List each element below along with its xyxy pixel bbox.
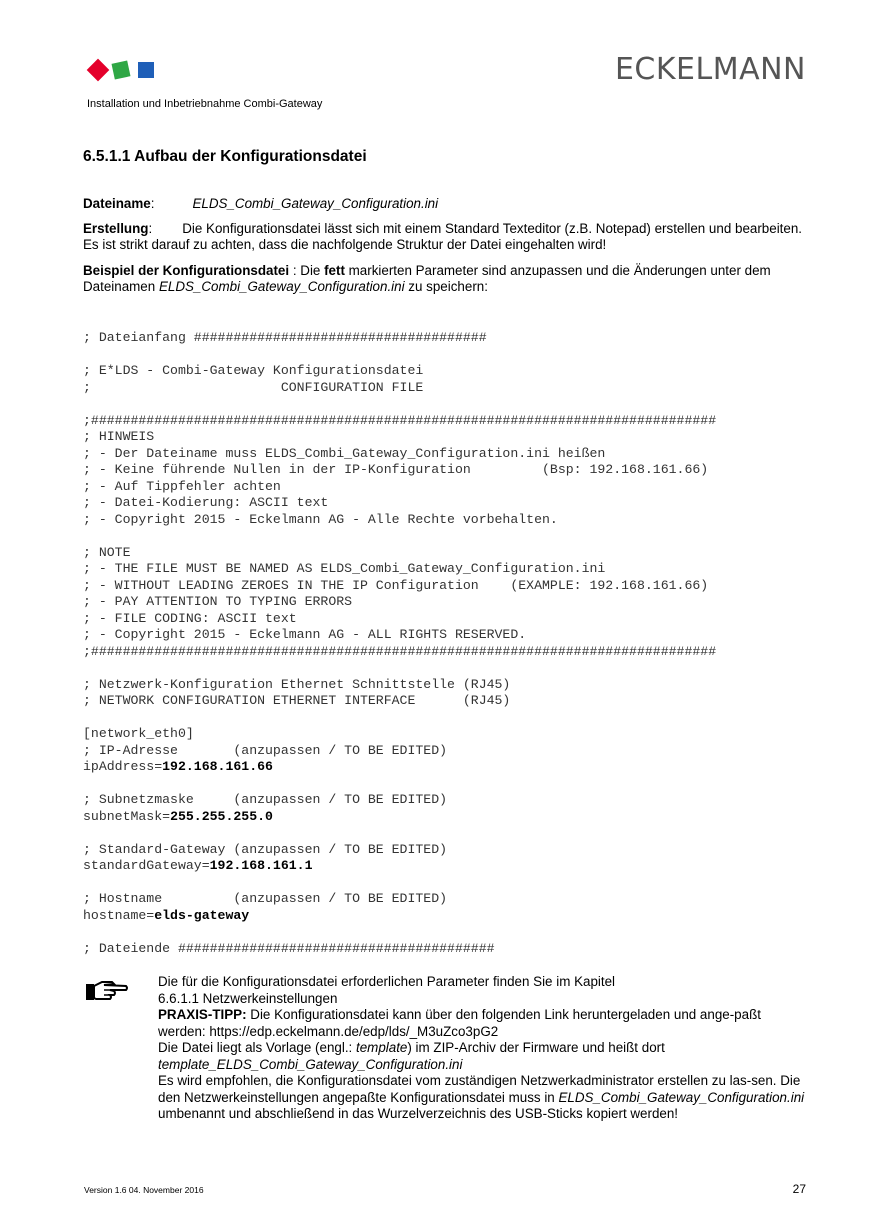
beispiel-paragraph — [83, 263, 803, 295]
beispiel-text-1: : Die — [289, 263, 325, 278]
logo-blue-square — [138, 62, 154, 78]
vorlage-text-2: ) im ZIP-Archiv der Firmware und heißt dort — [407, 1040, 665, 1055]
template-filename-text: template_ELDS_Combi_Gateway_Configuration.ini — [158, 1056, 463, 1072]
company-logo — [88, 60, 158, 82]
empfehlung-text-1: Es wird empfohlen, die Konfigurationsdatei vom zuständigen Netzwerkadministrator erstellen zu las-sen. Die den Netzwerkeinstellungen angepaßte Konfigurationsdatei muss in — [158, 1073, 801, 1105]
gateway-key: standardGateway= — [83, 858, 210, 873]
code-end-line: ; Dateiende ######################################## — [83, 940, 495, 956]
footer-version: Version 1.6 04. November 2016 — [84, 1185, 204, 1195]
dateiname-label: Dateiname — [83, 196, 151, 211]
dateiname-value: ELDS_Combi_Gateway_Configuration.ini — [192, 196, 439, 211]
logo-green-square — [112, 61, 131, 80]
praxis-tipp-text: Die Konfigurationsdatei kann über den folgenden Link heruntergeladen und ange-paßt werden: https://edp.eckelmann.de/edp/lds/_M3uZco3pG2 — [158, 1007, 761, 1039]
note-line-2: 6.6.1.1 Netzwerkeinstellungen — [158, 990, 338, 1006]
empfehlung-filename: ELDS_Combi_Gateway_Configuration.ini — [558, 1089, 805, 1105]
ip-address-key: ipAddress= — [83, 759, 163, 774]
hostname-value: elds-gateway — [154, 907, 250, 923]
beispiel-fett: fett — [324, 263, 345, 278]
page-number: 27 — [792, 1182, 806, 1196]
template-filename — [158, 1057, 808, 1074]
empfehlung-text-2: umbenannt und abschließend in das Wurzelverzeichnis des USB-Sticks kopiert werden! — [158, 1106, 679, 1121]
config-file-listing — [83, 330, 716, 957]
beispiel-label: Beispiel der Konfigurationsdatei — [83, 263, 290, 278]
ip-address-value: 192.168.161.66 — [162, 759, 273, 774]
hostname-key: hostname= — [83, 907, 155, 923]
code-header-block: ; Dateianfang ##################################### ; E*LDS - Combi-Gateway Konfigurationsdatei ; CONFIGURATION FILE ;############################################################################### ; HINWEIS ; - Der Dateiname muss ELDS_Combi_Gateway_Configuration.ini heißen ; - Keine führende Nullen in der IP-Konfiguration (Bsp: 192.168.161.66) ; - Auf Tippfehler achten ; - Datei-Kodierung: ASCII text ; - Copyright 2015 - Eckelmann AG - Alle Rechte vorbehalten. ; NOTE ; - THE FILE MUST BE NAMED AS ELDS_Combi_Gateway_Configuration.ini ; - WITHOUT LEADING ZEROES IN THE IP Configuration (EXAMPLE: 192.168.161.66) ; - PAY ATTENTION TO TYPING ERRORS ; - FILE CODING: ASCII text ; - Copyright 2015 - Eckelmann AG - ALL RIGHTS RESERVED. ;############################################################################### ; Netzwerk-Konfiguration Ethernet Schnittstelle (RJ45) ; NETWORK CONFIGURATION ETHERNET INTERFACE (RJ45) [network_eth0] ; IP-Adresse (anzupassen / TO BE EDITED) — [83, 330, 717, 758]
beispiel-filename: ELDS_Combi_Gateway_Configuration.ini — [158, 279, 405, 294]
vorlage-template-word: template — [356, 1040, 408, 1055]
section-title: 6.5.1.1 Aufbau der Konfigurationsdatei — [83, 148, 367, 165]
erstellung-label: Erstellung — [83, 221, 149, 236]
beispiel-text-3: zu speichern: — [404, 279, 488, 294]
gateway-comment: ; Standard-Gateway (anzupassen / TO BE EDITED) — [83, 841, 448, 857]
document-subtitle: Installation und Inbetriebnahme Combi-Gateway — [87, 98, 323, 110]
erstellung-paragraph: Erstellung: Die Konfigurationsdatei lässt sich mit einem Standard Texteditor (z.B. Notepad) erstellen und bearbeiten. Es ist strikt darauf zu achten, dass die nachfolgende Struktur der Datei eingehalten wird! — [83, 221, 802, 252]
erstellung-text: Die Konfigurationsdatei lässt sich mit einem Standard Texteditor (z.B. Notepad) erstellen und bearbeiten. Es ist strikt darauf zu achten, dass die nachfolgende Struktur der Datei eingehalten wird! — [83, 221, 802, 252]
note-block — [158, 974, 808, 1123]
praxis-tipp — [158, 1007, 808, 1040]
pointing-hand-icon — [84, 978, 128, 1004]
praxis-tipp-label: PRAXIS-TIPP: — [158, 1007, 247, 1022]
vorlage-line — [158, 1040, 808, 1057]
hostname-comment: ; Hostname (anzupassen / TO BE EDITED) — [83, 891, 448, 906]
logo-red-square — [87, 59, 110, 82]
vorlage-text-1: Die Datei liegt als Vorlage (engl.: — [158, 1040, 356, 1055]
beispiel-text-2: markierten Parameter sind anzupassen und die Änderungen unter dem Dateinamen — [83, 263, 771, 294]
note-line-1: Die für die Konfigurationsdatei erforderlichen Parameter finden Sie im Kapitel — [158, 974, 616, 989]
subnet-mask-key: subnetMask= — [83, 808, 171, 824]
brand-name: ECKELMANN — [614, 52, 806, 87]
subnet-mask-value: 255.255.255.0 — [170, 808, 273, 824]
subnet-mask-comment: ; Subnetzmaske (anzupassen / TO BE EDITED) — [83, 792, 448, 807]
gateway-value: 192.168.161.1 — [209, 858, 313, 873]
empfehlung-paragraph — [158, 1073, 808, 1123]
dateiname-line: Dateiname: ELDS_Combi_Gateway_Configuration.ini — [83, 196, 439, 211]
